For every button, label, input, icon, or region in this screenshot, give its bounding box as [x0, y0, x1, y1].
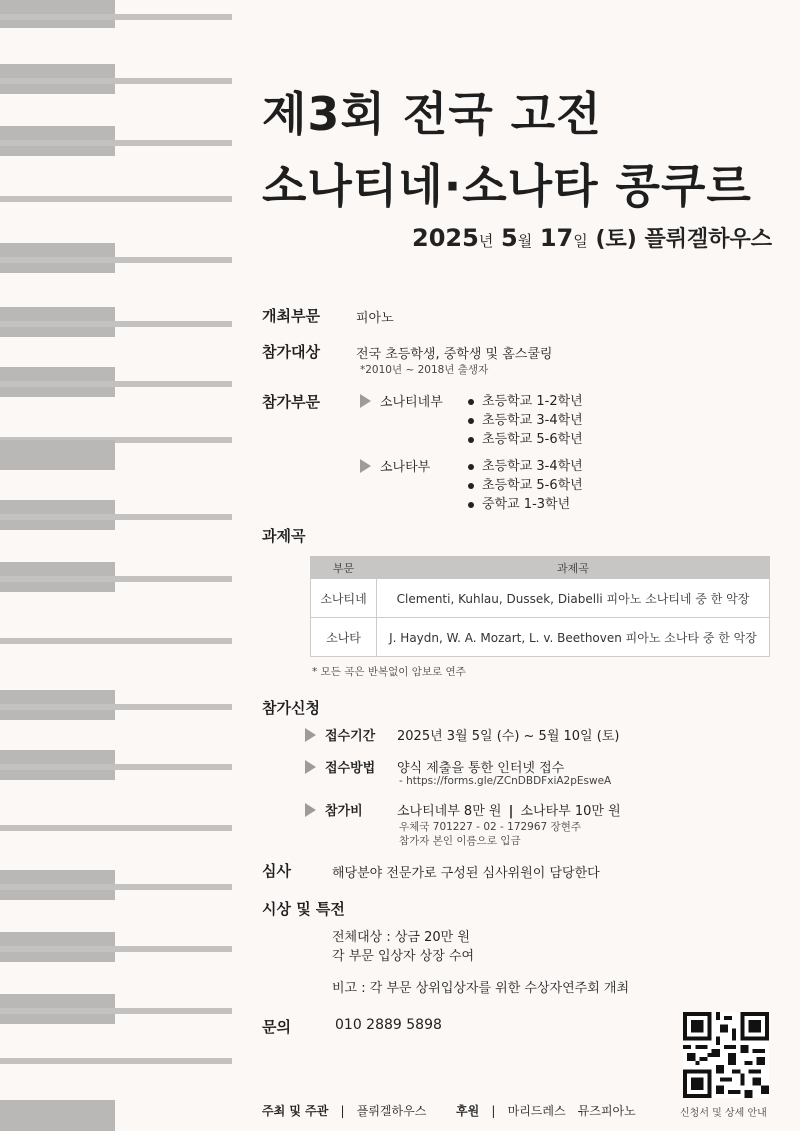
- poster-title-line2: 소나티네·소나타 콩쿠르: [262, 159, 752, 213]
- piano-key-line: [0, 381, 232, 387]
- judging-value: 해당분야 전문가로 구성된 심사위원이 담당한다: [332, 866, 600, 881]
- triangle-bullet-icon: [305, 760, 316, 774]
- fee-note: 참가자 본인 이름으로 입금: [399, 835, 521, 847]
- eligibility-note: *2010년 ~ 2018년 출생자: [360, 364, 489, 376]
- bullet-dot-icon: [468, 464, 474, 470]
- footer-sponsor2: 뮤즈피아노: [577, 1104, 636, 1118]
- piano-key-line: [0, 1008, 232, 1014]
- eligibility-value: 전국 초등학생, 중학생 및 홈스쿨링: [356, 347, 553, 362]
- date-month-unit: 월: [517, 232, 533, 250]
- piano-key-line: [0, 884, 232, 890]
- piano-key-line: [0, 14, 232, 20]
- table-row: [311, 579, 770, 618]
- piano-black-key: [0, 1100, 115, 1131]
- footer-sponsor: [456, 1102, 636, 1119]
- table-cell-piece: Clementi, Kuhlau, Dussek, Diabelli 피아노 소나티네 중 한 악장: [377, 579, 770, 618]
- footer-separator: |: [491, 1104, 496, 1118]
- piano-key-line: [0, 140, 232, 146]
- date-day-unit: 일: [573, 232, 588, 250]
- piano-key-line: [0, 576, 232, 582]
- fee-separator: |: [508, 804, 514, 819]
- awards-remark: 비고 : 각 부문 상위입상자를 위한 수상자연주회 개최: [332, 981, 630, 996]
- eligibility-label: 참가대상: [262, 343, 320, 361]
- list-item: 초등학교 5-6학년: [468, 474, 583, 493]
- piano-key-line: [0, 638, 232, 644]
- piano-key-line: [0, 764, 232, 770]
- table-header-division: 부문: [311, 557, 377, 579]
- category-label: 개최부문: [262, 307, 320, 325]
- bullet-dot-icon: [468, 399, 474, 405]
- table-header-row: [311, 557, 770, 579]
- date-year-unit: 년: [478, 232, 494, 250]
- fee-bullet: [305, 802, 316, 821]
- footer-sponsor-label: 후원: [456, 1104, 480, 1118]
- repertoire-label: 과제곡: [262, 527, 306, 545]
- date-day: 17: [539, 224, 574, 252]
- date-weekday: (토): [595, 227, 637, 252]
- footer-host-value: 플뤼겔하우스: [356, 1104, 427, 1118]
- poster-title-line1: 제3회 전국 고전: [262, 87, 602, 141]
- bullet-dot-icon: [468, 483, 474, 489]
- piano-keys-decoration: [0, 0, 235, 1131]
- footer-sponsor1: 마리드레스: [507, 1104, 566, 1118]
- table-cell-piece: J. Haydn, W. A. Mozart, L. v. Beethoven 피아노 소나타 중 한 악장: [377, 618, 770, 657]
- list-item: 중학교 1-3학년: [468, 493, 570, 512]
- date-year: 2025: [412, 224, 479, 252]
- contact-phone: 010 2889 5898: [335, 1017, 442, 1033]
- list-item: 초등학교 1-2학년: [468, 390, 583, 409]
- fee-label: 참가비: [325, 804, 363, 819]
- bullet-dot-icon: [468, 502, 474, 508]
- footer-separator: |: [340, 1104, 345, 1118]
- contact-label: 문의: [262, 1018, 291, 1036]
- method-label: 접수방법: [325, 761, 376, 776]
- list-item: 초등학교 3-4학년: [468, 409, 583, 428]
- triangle-bullet-icon: [360, 459, 371, 473]
- method-url-link[interactable]: - https://forms.gle/ZCnDBDFxiA2pEsweA: [399, 775, 612, 787]
- piano-key-line: [0, 1058, 232, 1064]
- repertoire-note: * 모든 곡은 반복없이 암보로 연주: [312, 666, 466, 678]
- piano-key-line: [0, 704, 232, 710]
- footer-host-label: 주최 및 주관: [262, 1104, 329, 1118]
- table-cell-division: 소나타: [311, 618, 377, 657]
- qr-code-icon[interactable]: [683, 1012, 769, 1098]
- period-label: 접수기간: [325, 729, 376, 744]
- application-label: 참가신청: [262, 699, 320, 717]
- qr-caption: 신청서 및 상세 안내: [680, 1108, 767, 1119]
- table-header-piece: 과제곡: [377, 557, 770, 579]
- repertoire-table: [310, 556, 770, 657]
- bullet-dot-icon: [468, 418, 474, 424]
- list-item: 초등학교 3-4학년: [468, 455, 583, 474]
- division-group-sonata: [360, 458, 371, 477]
- awards-line2: 각 부문 입상자 상장 수여: [332, 949, 475, 964]
- table-cell-division: 소나티네: [311, 579, 377, 618]
- division-group-name: 소나티네부: [380, 395, 443, 410]
- fee-values: [397, 800, 621, 819]
- period-value: 2025년 3월 5일 (수) ~ 5월 10일 (토): [397, 729, 620, 744]
- triangle-bullet-icon: [305, 728, 316, 742]
- piano-key-line: [0, 257, 232, 263]
- piano-key-line: [0, 946, 232, 952]
- bullet-dot-icon: [468, 437, 474, 443]
- piano-key-line: [0, 196, 232, 202]
- category-value: 피아노: [356, 311, 394, 326]
- fee-account: 우체국 701227 - 02 - 172967 장현주: [399, 821, 581, 833]
- triangle-bullet-icon: [305, 803, 316, 817]
- piano-key-line: [0, 78, 232, 84]
- divisions-label: 참가부문: [262, 393, 320, 411]
- table-row: [311, 618, 770, 657]
- date-month: 5: [500, 224, 518, 252]
- piano-black-key: [0, 440, 115, 470]
- event-venue: 플뤼겔하우스: [644, 227, 772, 252]
- method-value: 양식 제출을 통한 인터넷 접수: [397, 761, 565, 776]
- piano-key-line: [0, 321, 232, 327]
- triangle-bullet-icon: [360, 394, 371, 408]
- footer-host: [262, 1102, 426, 1119]
- list-item: 초등학교 5-6학년: [468, 428, 583, 447]
- piano-key-line: [0, 514, 232, 520]
- division-group-sonatine: [360, 393, 371, 412]
- awards-label: 시상 및 특전: [262, 900, 345, 918]
- fee-sonatine: 소나티네부 8만 원: [397, 804, 502, 819]
- piano-key-line: [0, 825, 232, 831]
- event-date: [412, 222, 772, 253]
- awards-line1: 전체대상 : 상금 20만 원: [332, 930, 470, 945]
- division-group-name: 소나타부: [380, 460, 431, 475]
- period-bullet: [305, 727, 316, 746]
- judging-label: 심사: [262, 862, 291, 880]
- fee-sonata: 소나타부 10만 원: [520, 804, 621, 819]
- method-bullet: [305, 759, 316, 778]
